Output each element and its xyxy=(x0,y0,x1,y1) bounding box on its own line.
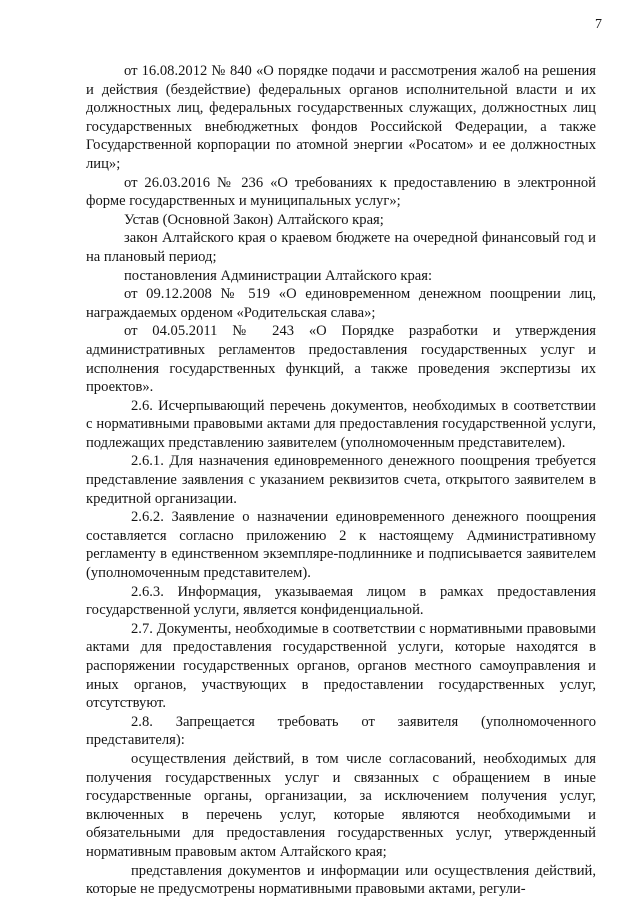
paragraph-2-6-1: 2.6.1. Для назначения единовременного денежного поощрения требуется представление заявления с указанием реквизитов счета, открытого заявителем в кредитной организации. xyxy=(86,453,596,507)
paragraph-resolution-243: от 04.05.2011 № 243 «О Порядке разработки и утверждения административных регламентов предоставления государственных услуг и исполнения государственных функций, а также проведения экспертизы их проектов». xyxy=(86,323,596,396)
paragraph-decree-840: от 16.08.2012 № 840 «О порядке подачи и рассмотрения жалоб на решения и действия (бездействие) федеральных органов исполнительной власти и их должностных лиц, федеральных государственных служащих, должностных лиц государственных внебюджетных фондов Российской Федерации, а также Государственной корпорации по атомной энергии «Росатом» и ее должностных лиц»; xyxy=(86,63,596,172)
paragraph-resolution-519: от 09.12.2008 № 519 «О единовременном денежном поощрении лиц, награждаемых орденом «Родительская слава»; xyxy=(86,286,596,321)
paragraph-administration-resolutions: постановления Администрации Алтайского края: xyxy=(124,267,433,284)
document-body xyxy=(86,62,596,899)
paragraph-altai-charter: Устав (Основной Закон) Алтайского края; xyxy=(124,211,384,228)
paragraph-2-6-2: 2.6.2. Заявление о назначении единовременного денежного поощрения составляется согласно приложению 2 к настоящему Административному регламенту в единственном экземпляре-подлиннике и подписывается заявителем (уполномоченным представителем). xyxy=(86,509,596,582)
paragraph-2-6-3: 2.6.3. Информация, указываемая лицом в рамках предоставления государственной услуги, является конфиденциальной. xyxy=(86,583,596,619)
paragraph-2-7: 2.7. Документы, необходимые в соответствии с нормативными правовыми актами для предоставления государственной услуги, которые находятся в распоряжении государственных органов, органов местного самоуправления и иных органов, участвующих в предоставлении государственных услуг, отсутствуют. xyxy=(86,620,596,712)
page-number: 7 xyxy=(595,17,602,32)
paragraph-budget-law: закон Алтайского края о краевом бюджете на очередной финансовый год и на плановый период; xyxy=(86,230,596,265)
paragraph-2-8-actions: осуществления действий, в том числе согласований, необходимых для получения государственных услуг и связанных с обращением в иные государственные органы, организации, за исключением получения услуг, включенных в перечень услуг, которые являются необходимыми и обязательными для предоставления государственных услуг, утвержденный нормативным правовым актом Алтайского края; xyxy=(86,750,596,860)
paragraph-2-6: 2.6. Исчерпывающий перечень документов, необходимых в соответствии с нормативными правовыми актами для предоставления государственной услуги, подлежащих представлению заявителем (уполномоченным представителем). xyxy=(86,397,596,451)
paragraph-decree-236: от 26.03.2016 № 236 «О требованиях к предоставлению в электронной форме государственных и муниципальных услуг»; xyxy=(86,174,596,210)
paragraph-2-8: 2.8. Запрещается требовать от заявителя (уполномоченного представителя): xyxy=(86,713,596,749)
paragraph-2-8-documents: представления документов и информации или осуществления действий, которые не предусмотрены нормативными правовыми актами, регули- xyxy=(86,862,596,898)
